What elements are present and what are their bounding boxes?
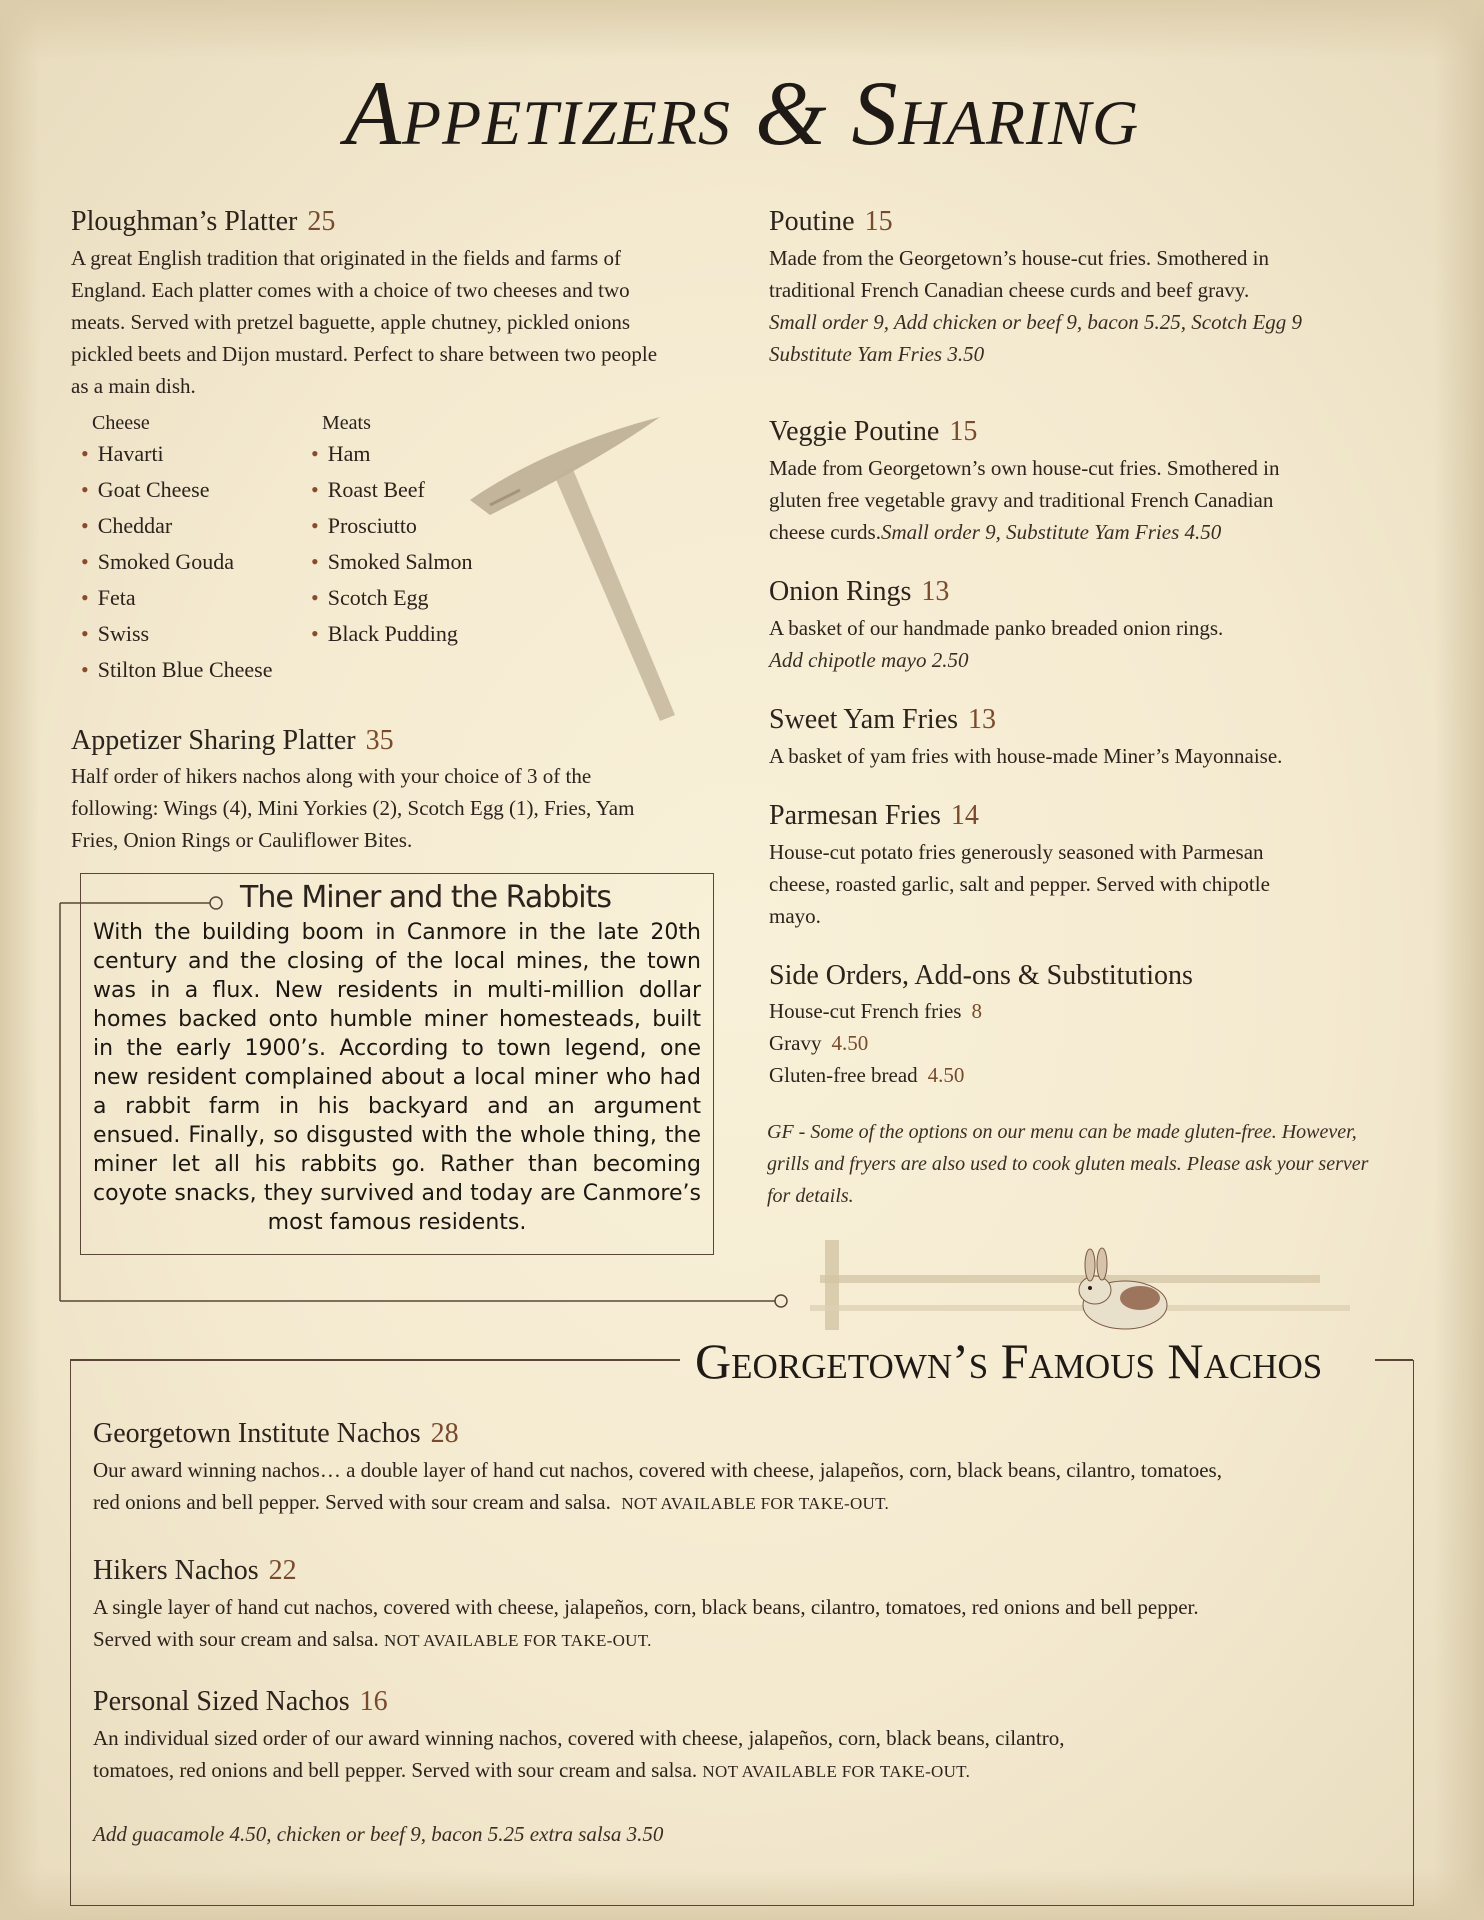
options-line: Small order 9, Add chicken or beef 9, bacon 5.25, Scotch Egg 9 xyxy=(769,310,1303,334)
desc-line: Our award winning nachos… a double layer of hand cut nachos, covered with cheese, jalapeños, corn, black beans, cilantro, tomatoes, xyxy=(93,1458,1222,1482)
poutine-heading xyxy=(769,206,893,238)
page-title: Appetizers & Sharing xyxy=(344,62,1140,164)
list-item: • Scotch Egg xyxy=(311,580,473,616)
sides-heading: Side Orders, Add-ons & Substitutions xyxy=(769,960,1193,991)
desc-text: cheese curds. xyxy=(769,520,881,544)
options-line: Small order 9, Substitute Yam Fries 4.50 xyxy=(880,520,1222,544)
note-line: grills and fryers are also used to cook gluten meals. Please ask your server xyxy=(767,1153,1369,1175)
sharing-heading xyxy=(71,725,394,757)
yam-fries-heading xyxy=(769,704,996,736)
desc-line: as a main dish. xyxy=(71,374,196,398)
takeout-note: NOT AVAILABLE FOR TAKE-OUT. xyxy=(384,1631,652,1650)
nachos-addons: Add guacamole 4.50, chicken or beef 9, bacon 5.25 extra salsa 3.50 xyxy=(93,1822,664,1846)
item-price: 16 xyxy=(359,1686,388,1717)
options-line: Substitute Yam Fries 3.50 xyxy=(769,342,985,366)
desc-line: Made from the Georgetown’s house-cut fries. Smothered in xyxy=(769,246,1269,270)
desc-line: Half order of hikers nachos along with your choice of 3 of the xyxy=(71,764,592,788)
side-label: House-cut French fries xyxy=(769,999,962,1023)
cheese-list xyxy=(81,436,272,688)
list-item: • Swiss xyxy=(81,616,272,652)
desc-line: following: Wings (4), Mini Yorkies (2), Scotch Egg (1), Fries, Yam xyxy=(71,796,635,820)
options-line: Add chipotle mayo 2.50 xyxy=(769,648,969,672)
desc-line: mayo. xyxy=(769,904,821,928)
sides-list xyxy=(769,995,1429,1091)
desc-line: gluten free vegetable gravy and traditional French Canadian xyxy=(769,488,1274,512)
parmesan-fries-description xyxy=(769,836,1429,932)
item-price: 15 xyxy=(949,416,978,447)
ploughman-heading xyxy=(71,206,335,238)
list-item: • Smoked Salmon xyxy=(311,544,473,580)
list-item: • Goat Cheese xyxy=(81,472,272,508)
list-item: • Smoked Gouda xyxy=(81,544,272,580)
item-price: 25 xyxy=(307,206,336,237)
item-name: Appetizer Sharing Platter xyxy=(71,725,356,756)
item-name: Ploughman’s Platter xyxy=(71,206,298,237)
desc-line: A single layer of hand cut nachos, covered with cheese, jalapeños, corn, black beans, cilantro, tomatoes, red onions and bell pepper. xyxy=(93,1595,1199,1619)
list-item: • Roast Beef xyxy=(311,472,473,508)
side-item xyxy=(769,1059,1429,1091)
institute-nachos-heading xyxy=(93,1418,459,1450)
meats-list xyxy=(311,436,473,652)
personal-nachos-heading xyxy=(93,1686,388,1718)
note-line: for details. xyxy=(767,1185,854,1207)
list-item: • Stilton Blue Cheese xyxy=(81,652,272,688)
worn-edge-top xyxy=(0,0,1484,60)
item-name: Personal Sized Nachos xyxy=(93,1686,350,1717)
nachos-title: Georgetown’s Famous Nachos xyxy=(695,1333,1323,1389)
gluten-free-note xyxy=(767,1116,1427,1212)
desc-line xyxy=(93,1754,1413,1788)
side-label: Gravy xyxy=(769,1031,822,1055)
item-name: Hikers Nachos xyxy=(93,1555,259,1586)
meats-label: Meats xyxy=(322,412,371,434)
desc-line: Made from Georgetown’s own house-cut fries. Smothered in xyxy=(769,456,1280,480)
item-name: Veggie Poutine xyxy=(769,416,940,447)
side-item xyxy=(769,1027,1429,1059)
side-price: 8 xyxy=(971,999,982,1023)
pickaxe-illustration xyxy=(460,405,720,725)
desc-line: traditional French Canadian cheese curds and beef gravy. xyxy=(769,278,1250,302)
desc-line xyxy=(93,1623,1413,1657)
desc-line xyxy=(93,1486,1413,1520)
item-name: Georgetown Institute Nachos xyxy=(93,1418,421,1449)
note-line: GF - Some of the options on our menu can be made gluten-free. However, xyxy=(767,1121,1357,1143)
desc-line: meats. Served with pretzel baguette, apple chutney, pickled onions xyxy=(71,310,631,334)
desc-line: An individual sized order of our award winning nachos, covered with cheese, jalapeños, corn, black beans, cilantro, xyxy=(93,1726,1065,1750)
desc-text: tomatoes, red onions and bell pepper. Served with sour cream and salsa. xyxy=(93,1758,698,1782)
item-name: Sweet Yam Fries xyxy=(769,704,959,735)
onion-rings-heading xyxy=(769,576,949,608)
desc-line xyxy=(769,516,1429,548)
takeout-note: NOT AVAILABLE FOR TAKE-OUT. xyxy=(702,1762,971,1781)
item-price: 13 xyxy=(968,704,997,735)
hikers-nachos-heading xyxy=(93,1555,297,1587)
cheese-label: Cheese xyxy=(92,412,150,434)
side-item xyxy=(769,995,1429,1027)
list-item: • Prosciutto xyxy=(311,508,473,544)
desc-line: House-cut potato fries generously seasoned with Parmesan xyxy=(769,840,1264,864)
desc-text: red onions and bell pepper. Served with sour cream and salsa. xyxy=(93,1490,611,1514)
veggie-poutine-heading xyxy=(769,416,977,448)
desc-line: pickled beets and Dijon mustard. Perfect to share between two people xyxy=(71,342,658,366)
item-price: 22 xyxy=(268,1555,297,1586)
item-name: Poutine xyxy=(769,206,855,237)
ploughman-description xyxy=(71,242,771,402)
story-title: The Miner and the Rabbits xyxy=(240,880,612,915)
list-item: • Havarti xyxy=(81,436,272,472)
poutine-description xyxy=(769,242,1409,370)
onion-rings-description xyxy=(769,612,1429,676)
list-item: • Feta xyxy=(81,580,272,616)
item-name: Parmesan Fries xyxy=(769,800,941,831)
worn-edge-left xyxy=(0,0,40,1920)
hikers-nachos-description xyxy=(93,1591,1413,1657)
nachos-box-top-left xyxy=(70,1359,680,1361)
takeout-note: NOT AVAILABLE FOR TAKE-OUT. xyxy=(621,1494,890,1513)
desc-text: Served with sour cream and salsa. xyxy=(93,1627,379,1651)
list-item: • Black Pudding xyxy=(311,616,473,652)
side-price: 4.50 xyxy=(927,1063,965,1087)
item-price: 15 xyxy=(864,206,893,237)
item-price: 28 xyxy=(430,1418,459,1449)
desc-line: England. Each platter comes with a choice of two cheeses and two xyxy=(71,278,630,302)
rabbit-illustration xyxy=(780,1220,1410,1340)
side-price: 4.50 xyxy=(831,1031,869,1055)
desc-line: cheese, roasted garlic, salt and pepper. Served with chipotle xyxy=(769,872,1270,896)
list-item: • Cheddar xyxy=(81,508,272,544)
item-price: 14 xyxy=(950,800,979,831)
item-price: 35 xyxy=(365,725,394,756)
desc-line: A great English tradition that originated in the fields and farms of xyxy=(71,246,621,270)
side-label: Gluten-free bread xyxy=(769,1063,918,1087)
sharing-description xyxy=(71,760,751,856)
item-name: Onion Rings xyxy=(769,576,912,607)
desc-line: A basket of our handmade panko breaded onion rings. xyxy=(769,616,1224,640)
institute-nachos-description xyxy=(93,1454,1413,1520)
nachos-box-top-right xyxy=(1375,1359,1413,1361)
worn-edge-right xyxy=(1434,0,1484,1920)
veggie-poutine-description xyxy=(769,452,1429,548)
desc-line: Fries, Onion Rings or Cauliflower Bites. xyxy=(71,828,413,852)
parmesan-fries-heading xyxy=(769,800,979,832)
item-price: 13 xyxy=(921,576,950,607)
list-item: • Ham xyxy=(311,436,473,472)
yam-fries-description: A basket of yam fries with house-made Miner’s Mayonnaise. xyxy=(769,744,1283,768)
personal-nachos-description xyxy=(93,1722,1413,1788)
story-text: With the building boom in Canmore in the late 20th century and the closing of the local mines, the town was in a flux. New residents in multi-million dollar homes backed onto humble miner homesteads, built in the early 1900’s. According to town legend, one new resident complained about a local miner who had a rabbit farm in his backyard and an argument ensued. Finally, so disgusted with the whole thing, the miner let all his rabbits go. Rather than becoming coyote snacks, they survived and today are Canmore’s most famous residents. xyxy=(93,920,701,1235)
